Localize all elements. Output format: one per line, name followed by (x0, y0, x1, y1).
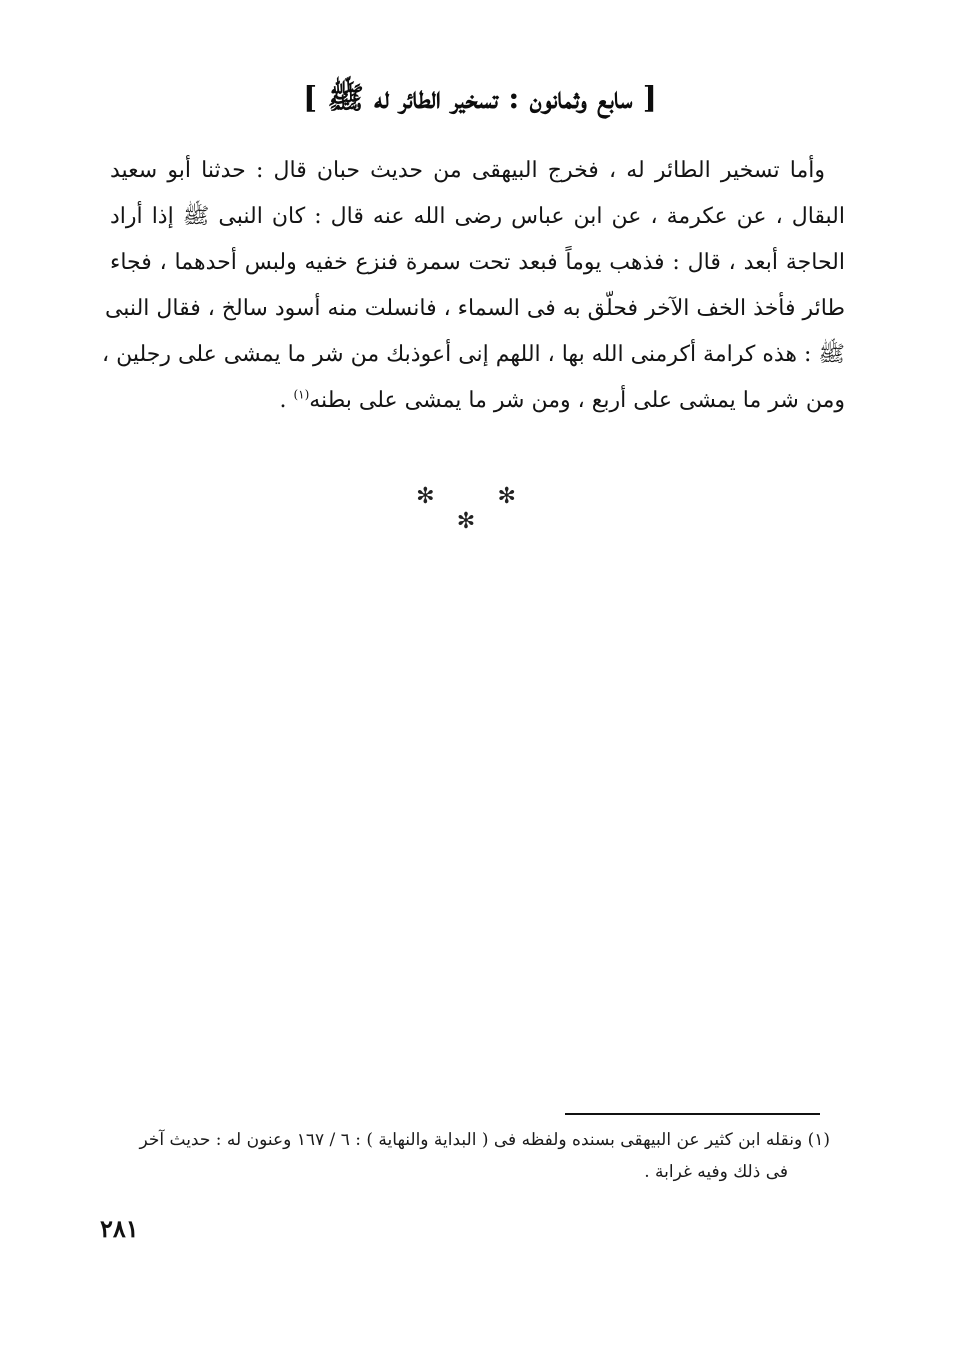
section-heading: [ سابع وثمانون : تسخير الطائر له ﷺ ] (302, 81, 657, 116)
paragraph-line-6 (110, 378, 845, 424)
paragraph-line-6-text: ومن شر ما يمشى على أربع ، ومن شر ما يمشى على بطنه (309, 388, 845, 413)
paragraph-line-2: البقال ، عن عكرمة ، عن ابن عباس رضى الله عنه قال : كان النبى ﷺ إذا أراد (110, 204, 845, 229)
main-paragraph (102, 148, 845, 424)
footnote-line-2: فى ذلك وفيه غرابة . (644, 1162, 788, 1182)
footnote-reference: (١) (293, 387, 310, 402)
paragraph-line-1: وأما تسخير الطائر له ، فخرج البيهقى من حديث حبان قال : حدثنا أبو سعيد (110, 158, 825, 183)
paragraph-end-mark: . (279, 388, 294, 413)
page-number: ٢٨١ (100, 1214, 139, 1243)
asterisk-separator: ✻ ✻ ✻ (416, 484, 544, 534)
footnote-line-1: (١) ونقله ابن كثير عن البيهقى بسنده ولفظه فى ( البداية والنهاية ) : ٦ / ١٦٧ وعنون له : حديث آخر (139, 1130, 830, 1150)
paragraph-line-4: طائر فأخذ الخف الآخر فحلّق به فى السماء ، فانسلت منه أسود سالخ ، فقال النبى (104, 296, 845, 321)
footnote (105, 1124, 830, 1188)
footnote-divider (565, 1113, 820, 1115)
paragraph-line-3: الحاجة أبعد ، قال : فذهب يوماً فبعد تحت سمرة فنزع خفيه ولبس أحدهما ، فجاء (110, 250, 845, 275)
paragraph-line-5: ﷺ : هذه كرامة أكرمنى الله بها ، اللهم إنى أعوذبك من شر ما يمشى على رجلين ، (102, 342, 845, 367)
